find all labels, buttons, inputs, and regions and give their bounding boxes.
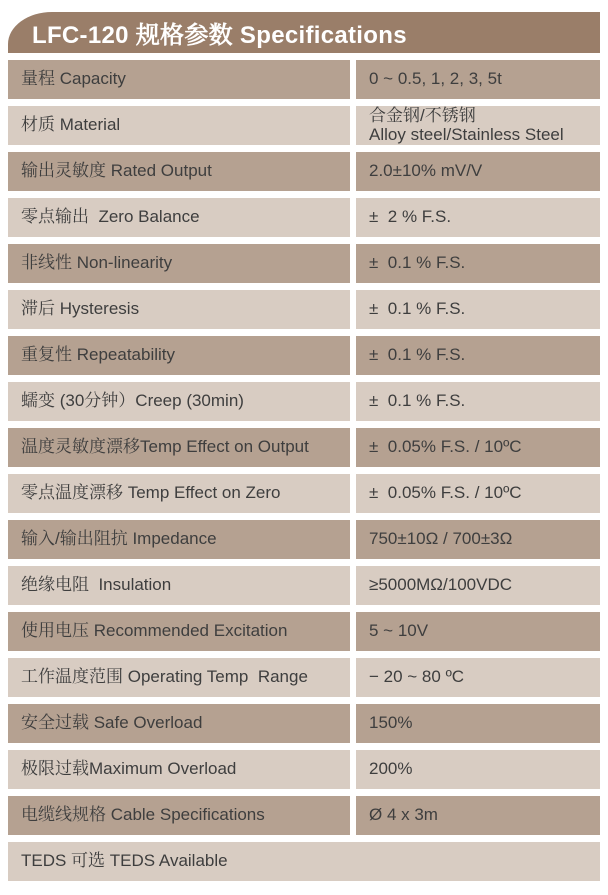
- spec-value-text: 合金钢/不锈钢: [369, 105, 476, 125]
- spec-value: [356, 106, 600, 145]
- spec-label: [8, 658, 350, 697]
- spec-label: [8, 428, 350, 467]
- spec-value: [356, 704, 600, 743]
- table-row: [8, 106, 600, 145]
- spec-value: [356, 244, 600, 283]
- spec-value: [356, 428, 600, 467]
- spec-value: [356, 152, 600, 191]
- spec-label: [8, 106, 350, 145]
- spec-label: [8, 60, 350, 99]
- spec-value-text: 2.0±10% mV/V: [369, 161, 483, 181]
- spec-value: [356, 60, 600, 99]
- spec-value-text: ± 0.1 % F.S.: [369, 391, 466, 411]
- spec-label: [8, 382, 350, 421]
- spec-label-text: 蠕变 (30分钟）Creep (30min): [21, 391, 244, 411]
- spec-label: [8, 842, 600, 881]
- table-row: [8, 244, 600, 283]
- spec-value-text: ± 0.05% F.S. / 10ºC: [369, 483, 522, 503]
- table-row: [8, 704, 600, 743]
- spec-value: [356, 474, 600, 513]
- spec-value-text: ± 0.05% F.S. / 10ºC: [369, 437, 522, 457]
- spec-value-text: ± 0.1 % F.S.: [369, 253, 466, 273]
- spec-label-text: 安全过载 Safe Overload: [21, 713, 203, 733]
- spec-label: [8, 244, 350, 283]
- spec-label-text: 电缆线规格 Cable Specifications: [21, 805, 265, 825]
- spec-label-text: 滞后 Hysteresis: [21, 299, 140, 319]
- spec-value: [356, 612, 600, 651]
- spec-label-text: 零点输出 Zero Balance: [21, 207, 200, 227]
- spec-value-text: ± 0.1 % F.S.: [369, 345, 466, 365]
- spec-value-text: 200%: [369, 759, 413, 779]
- spec-label-text: 绝缘电阻 Insulation: [21, 575, 172, 595]
- spec-label: [8, 566, 350, 605]
- table-row: [8, 382, 600, 421]
- spec-value-text: 0 ~ 0.5, 1, 2, 3, 5t: [369, 69, 502, 89]
- spec-value-text: Ø 4 x 3m: [369, 805, 438, 825]
- spec-value-text: 5 ~ 10V: [369, 621, 429, 641]
- table-row: [8, 60, 600, 99]
- spec-label-text: 零点温度漂移 Temp Effect on Zero: [21, 483, 281, 503]
- spec-value: [356, 290, 600, 329]
- spec-label-text: 工作温度范围 Operating Temp Range: [21, 667, 308, 687]
- spec-label: [8, 336, 350, 375]
- table-row: [8, 520, 600, 559]
- spec-label: [8, 152, 350, 191]
- spec-value: [356, 750, 600, 789]
- spec-label-text: 材质 Material: [21, 115, 121, 135]
- spec-value: [356, 566, 600, 605]
- spec-label: [8, 704, 350, 743]
- spec-label: [8, 290, 350, 329]
- spec-label-text: TEDS 可选 TEDS Available: [21, 851, 228, 871]
- spec-value: [356, 796, 600, 835]
- table-row: [8, 152, 600, 191]
- spec-label: [8, 474, 350, 513]
- table-row: [8, 474, 600, 513]
- spec-value: [356, 520, 600, 559]
- spec-value-text: ≥5000MΩ/100VDC: [369, 575, 512, 595]
- spec-label-text: 输出灵敏度 Rated Output: [21, 161, 212, 181]
- table-row: [8, 750, 600, 789]
- page-title-bar: [8, 12, 600, 53]
- spec-label: [8, 796, 350, 835]
- spec-label: [8, 612, 350, 651]
- spec-value-text: Alloy steel/Stainless Steel: [369, 124, 564, 144]
- table-row: [8, 842, 600, 881]
- spec-value: [356, 198, 600, 237]
- spec-label-text: 量程 Capacity: [21, 69, 126, 89]
- spec-value-text: ± 0.1 % F.S.: [369, 299, 466, 319]
- table-row: [8, 612, 600, 651]
- table-row: [8, 336, 600, 375]
- spec-label: [8, 520, 350, 559]
- table-row: [8, 290, 600, 329]
- spec-value: [356, 382, 600, 421]
- spec-label: [8, 750, 350, 789]
- table-row: [8, 566, 600, 605]
- spec-value-text: 750±10Ω / 700±3Ω: [369, 529, 513, 549]
- spec-value-text: 150%: [369, 713, 413, 733]
- spec-label-text: 极限过载Maximum Overload: [21, 759, 237, 779]
- spec-label-text: 使用电压 Recommended Excitation: [21, 621, 288, 641]
- table-row: [8, 428, 600, 467]
- spec-value: [356, 658, 600, 697]
- spec-value-text: ± 2 % F.S.: [369, 207, 452, 227]
- spec-label-text: 非线性 Non-linearity: [21, 253, 173, 273]
- spec-value: [356, 336, 600, 375]
- spec-label-text: 输入/输出阻抗 Impedance: [21, 529, 217, 549]
- table-row: [8, 796, 600, 835]
- table-row: [8, 658, 600, 697]
- spec-label-text: 重复性 Repeatability: [21, 345, 176, 365]
- page-title: LFC-120 规格参数 Specifications: [32, 22, 407, 49]
- spec-label-text: 温度灵敏度漂移Temp Effect on Output: [21, 437, 309, 457]
- spec-table: [8, 60, 600, 881]
- spec-label: [8, 198, 350, 237]
- table-row: [8, 198, 600, 237]
- spec-value-text: − 20 ~ 80 ºC: [369, 667, 465, 687]
